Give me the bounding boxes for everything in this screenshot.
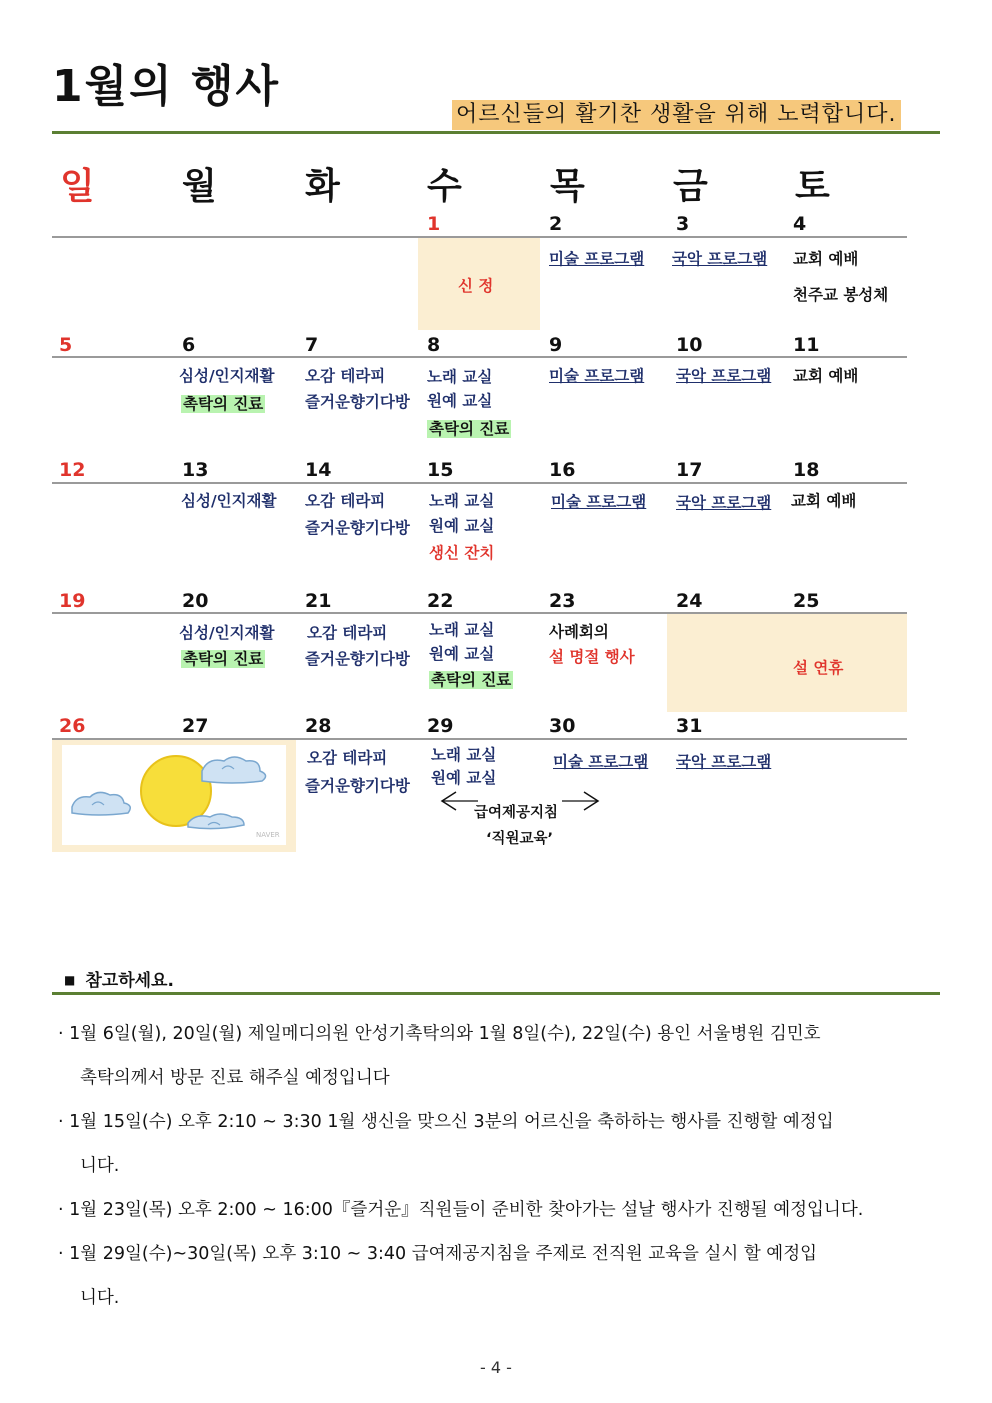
weekday-sat: 토 [795,166,830,207]
note-item [58,1100,928,1188]
weekday-thu: 목 [550,166,585,207]
week-divider [52,236,907,238]
day-number: 31 [676,715,703,737]
day-number: 7 [305,334,319,356]
day-number: 11 [793,334,820,356]
holiday-cell-seollal [667,614,907,712]
day-number: 30 [549,715,576,737]
event-doctor-visit: 촉탁의 진료 [183,650,264,668]
day-number: 24 [676,590,703,612]
note-item [58,1012,928,1100]
event-gardening-class: 원예 교실 [429,645,495,663]
event-cognitive-rehab: 심성/인지재활 [179,367,275,385]
day-number: 19 [59,590,86,612]
event-gardening-class: 원예 교실 [431,769,497,787]
weekday-fri: 금 [673,166,708,207]
day-number: 6 [182,334,196,356]
event-staff-training: ‘직원교육’ [486,831,554,847]
day-number: 13 [182,459,209,481]
event-scent-cafe: 즐거운향기다방 [305,393,410,411]
square-bullet-icon: ■ [64,973,76,987]
event-gardening-class: 원예 교실 [427,392,493,410]
event-church-service: 교회 예배 [793,367,859,385]
full-moon-icon [62,745,286,845]
event-doctor-visit: 촉탁의 진료 [431,671,512,689]
day-number: 17 [676,459,703,481]
event-new-year: 신 정 [458,277,494,295]
day-number: 25 [793,590,820,612]
page-number: - 4 - [480,1358,512,1377]
event-art-program: 미술 프로그램 [551,493,647,511]
event-cognitive-rehab: 심성/인지재활 [181,492,277,510]
event-sensory-therapy: 오감 테라피 [305,492,386,510]
note-line: 니다. [80,1288,120,1308]
weekday-wed: 수 [427,166,462,207]
header-divider [52,131,940,134]
day-number: 14 [305,459,332,481]
svg-text:NAVER: NAVER [256,831,280,839]
day-number: 20 [182,590,209,612]
event-art-program: 미술 프로그램 [553,753,649,771]
week-divider [52,612,907,614]
event-birthday-party: 생신 잔치 [429,544,495,562]
event-scent-cafe: 즐거운향기다방 [305,777,410,795]
event-singing-class: 노래 교실 [431,746,497,764]
day-number: 23 [549,590,576,612]
event-gardening-class: 원예 교실 [429,517,495,535]
note-line: · 1월 15일(수) 오후 2:10 ~ 3:30 1월 생신을 맞으신 3분의 어르신을 축하하는 행사를 진행할 예정입 [58,1112,834,1132]
day-number: 2 [549,213,563,235]
week-divider [52,482,907,484]
event-church-service: 교회 예배 [793,250,859,268]
day-number: 28 [305,715,332,737]
day-number: 9 [549,334,563,356]
event-art-program: 미술 프로그램 [549,367,645,385]
day-number: 1 [427,213,441,235]
day-number: 5 [59,334,73,356]
note-line: · 1월 29일(수)~30일(목) 오후 3:10 ~ 3:40 급여제공지침을 주제로 전직원 교육을 실시 할 예정입 [58,1244,818,1264]
page-title: 1월의 행사 [52,61,280,112]
note-line: · 1월 23일(목) 오후 2:00 ~ 16:00『즐거운』직원들이 준비한 찾아가는 설날 행사가 진행될 예정입니다. [58,1200,864,1220]
event-art-program: 미술 프로그램 [549,250,645,268]
day-number: 15 [427,459,454,481]
event-singing-class: 노래 교실 [429,621,495,639]
note-line: · 1월 6일(월), 20일(월) 제일메디의원 안성기촉탁의와 1월 8일(수), 22일(수) 용인 서울병원 김민호 [58,1024,821,1044]
day-number: 18 [793,459,820,481]
event-seollal-holiday: 설 연휴 [793,659,844,677]
event-doctor-visit: 촉탁의 진료 [183,395,264,413]
event-gugak-program: 국악 프로그램 [672,250,768,268]
event-cognitive-rehab: 심성/인지재활 [179,624,275,642]
event-sensory-therapy: 오감 테라피 [307,749,388,767]
page-subtitle: 어르신들의 활기찬 생활을 위해 노력합니다. [452,100,901,130]
weekday-mon: 월 [182,166,217,207]
day-number: 10 [676,334,703,356]
event-seollal-event: 설 명절 행사 [549,648,635,666]
day-number: 29 [427,715,454,737]
note-item [58,1232,928,1320]
note-item [58,1188,928,1232]
event-case-meeting: 사례회의 [549,623,609,641]
event-sensory-therapy: 오감 테라피 [307,624,388,642]
day-number: 22 [427,590,454,612]
event-singing-class: 노래 교실 [429,492,495,510]
day-number: 16 [549,459,576,481]
day-number: 4 [793,213,807,235]
day-number: 3 [676,213,690,235]
note-line: 니다. [80,1156,120,1176]
event-gugak-program: 국악 프로그램 [676,753,772,771]
notes-heading: ■ 참고하세요. [64,971,174,991]
event-scent-cafe: 즐거운향기다방 [305,650,410,668]
event-singing-class: 노래 교실 [427,368,493,386]
event-sensory-therapy: 오감 테라피 [305,367,386,385]
notes-divider [52,992,940,995]
event-gugak-program: 국악 프로그램 [676,494,772,512]
day-number: 27 [182,715,209,737]
event-church-service: 교회 예배 [791,492,857,510]
day-number: 21 [305,590,332,612]
week-divider [52,738,907,740]
note-line: 촉탁의께서 방문 진료 해주실 예정입니다 [80,1068,390,1088]
week-divider [52,356,907,358]
event-gugak-program: 국악 프로그램 [676,367,772,385]
weekday-tue: 화 [305,166,340,207]
weekday-sun: 일 [60,166,95,207]
day-number: 12 [59,459,86,481]
event-doctor-visit: 촉탁의 진료 [429,420,510,438]
event-scent-cafe: 즐거운향기다방 [305,519,410,537]
event-care-guideline: 급여제공지침 [474,805,559,821]
day-number: 26 [59,715,86,737]
day-number: 8 [427,334,441,356]
moon-cloud-illustration [62,745,286,845]
event-catholic-communion: 천주교 봉성체 [793,286,889,304]
